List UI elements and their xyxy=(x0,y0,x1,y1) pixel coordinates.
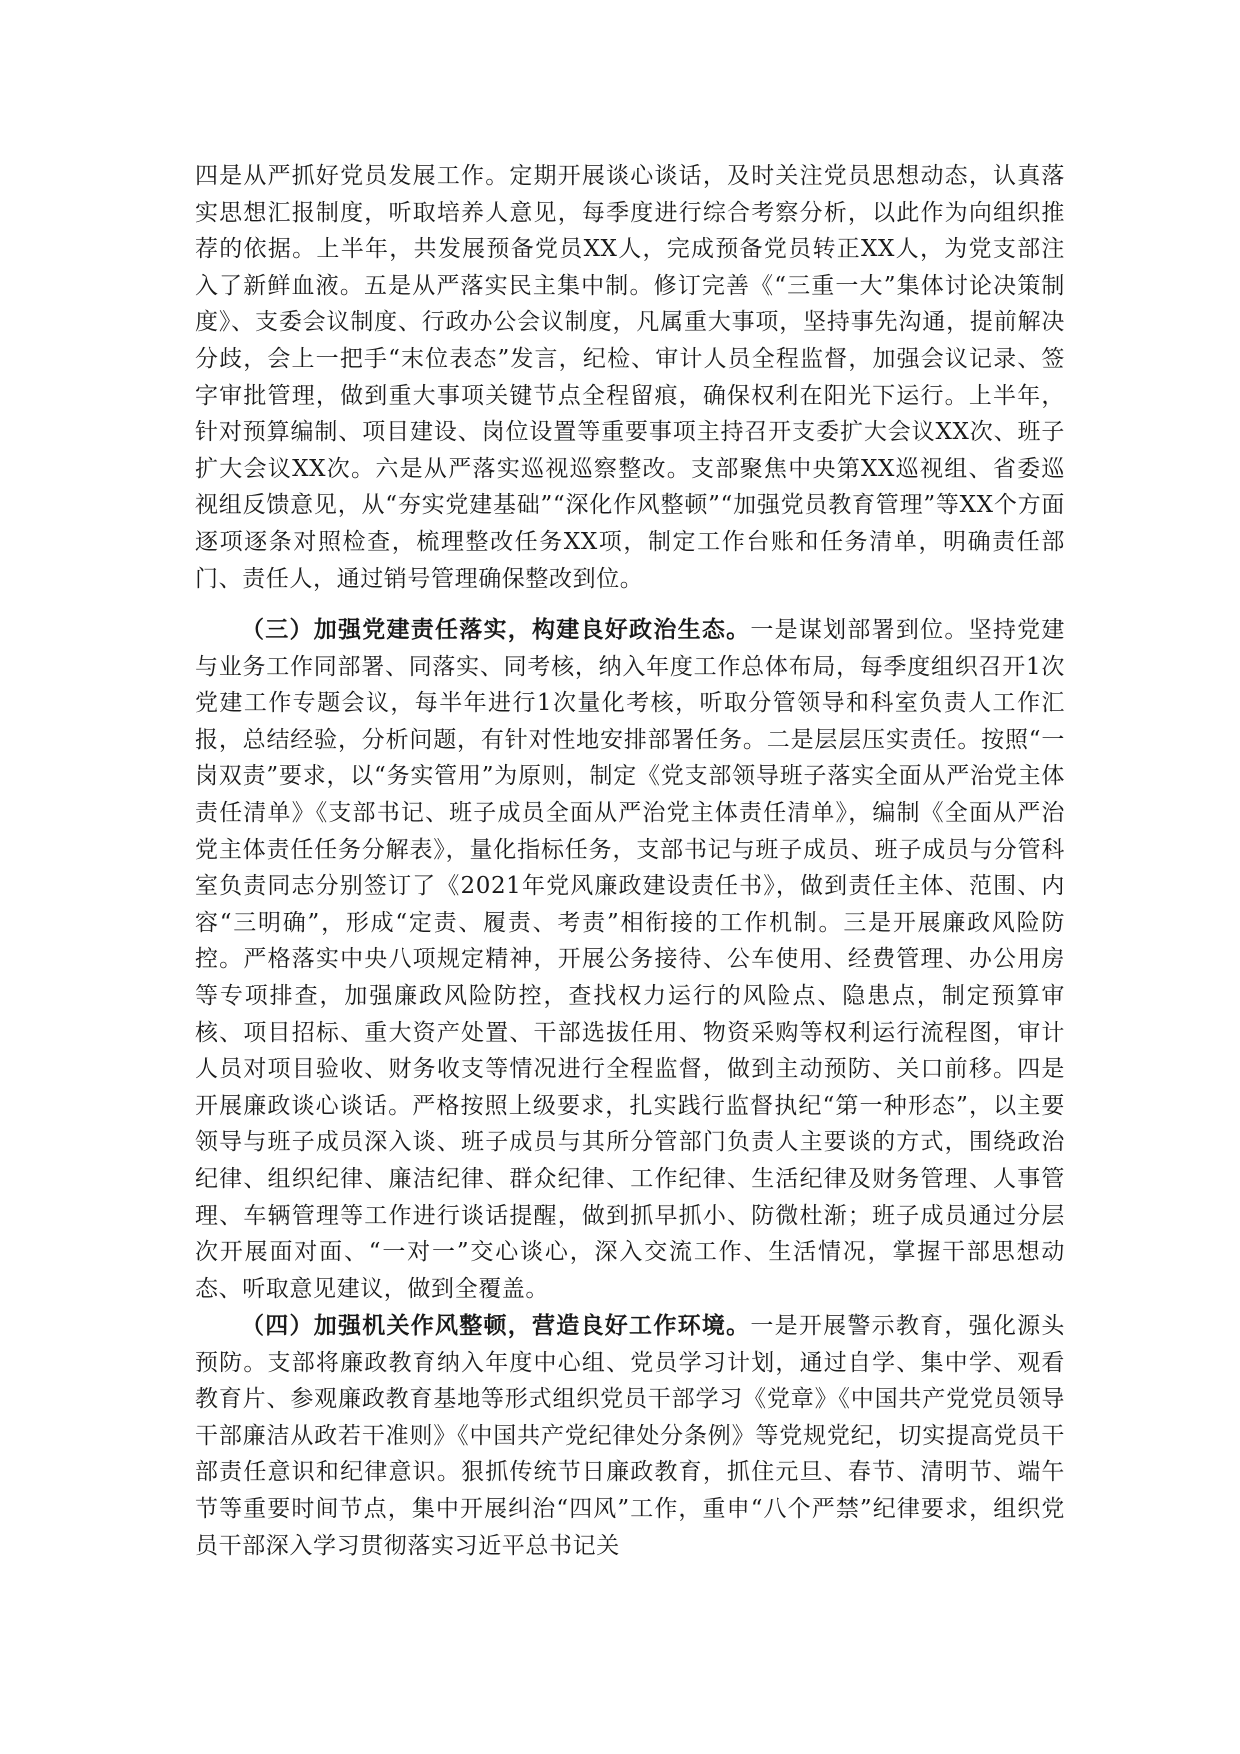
paragraph-work-style xyxy=(195,1308,1065,1564)
paragraph-party-member-development xyxy=(195,158,1065,597)
paragraph-text: 四是从严抓好党员发展工作。定期开展谈心谈话，及时关注党员思想动态，认真落实思想汇报制度，听取培养人意见，每季度进行综合考察分析，以此作为向组织推荐的依据。上半年，共发展预备党员XX人，完成预备党员转正XX人，为党支部注入了新鲜血液。五是从严落实民主集中制。修订完善《“三重一大”集体讨论决策制度》、支委会议制度、行政办公会议制度，凡属重大事项，坚持事先沟通，提前解决分歧，会上一把手“末位表态”发言，纪检、审计人员全程监督，加强会议记录、签字审批管理，做到重大事项关键节点全程留痕，确保权利在阳光下运行。上半年，针对预算编制、项目建设、岗位设置等重要事项主持召开支委扩大会议XX次、班子扩大会议XX次。六是从严落实巡视巡察整改。支部聚焦中央第XX巡视组、省委巡视组反馈意见，从“夯实党建基础”“深化作风整顿”“加强党员教育管理”等XX个方面逐项逐条对照检查，梳理整改任务XX项，制定工作台账和任务清单，明确责任部门、责任人，通过销号管理确保整改到位。 xyxy=(195,163,1065,592)
paragraph-party-responsibility xyxy=(195,612,1065,1307)
paragraph-text: 一是谋划部署到位。坚持党建与业务工作同部署、同落实、同考核，纳入年度工作总体布局，每季度组织召开1次党建工作专题会议，每半年进行1次量化考核，听取分管领导和科室负责人工作汇报，总结经验，分析问题，有针对性地安排部署任务。二是层层压实责任。按照“一岗双责”要求，以“务实管用”为原则，制定《党支部领导班子落实全面从严治党主体责任清单》《支部书记、班子成员全面从严治党主体责任清单》，编制《全面从严治党主体责任任务分解表》，量化指标任务，支部书记与班子成员、班子成员与分管科室负责同志分别签订了《2021年党风廉政建设责任书》，做到责任主体、范围、内容“三明确”，形成“定责、履责、考责”相衔接的工作机制。三是开展廉政风险防控。严格落实中央八项规定精神，开展公务接待、公车使用、经费管理、办公用房等专项排查，加强廉政风险防控，查找权力运行的风险点、隐患点，制定预算审核、项目招标、重大资产处置、干部选拔任用、物资采购等权利运行流程图，审计人员对项目验收、财务收支等情况进行全程监督，做到主动预防、关口前移。四是开展廉政谈心谈话。严格按照上级要求，扎实践行监督执纪“第一种形态”，以主要领导与班子成员深入谈、班子成员与其所分管部门负责人主要谈的方式，围绕政治纪律、组织纪律、廉洁纪律、群众纪律、工作纪律、生活纪律及财务管理、人事管理、车辆管理等工作进行谈话提醒，做到抓早抓小、防微杜渐；班子成员通过分层次开展面对面、“一对一”交心谈心，深入交流工作、生活情况，掌握干部思想动态、听取意见建议，做到全覆盖。 xyxy=(195,617,1065,1302)
paragraph-text: 一是开展警示教育，强化源头预防。支部将廉政教育纳入年度中心组、党员学习计划，通过自学、集中学、观看教育片、参观廉政教育基地等形式组织党员干部学习《党章》《中国共产党党员领导干部廉洁从政若干准则》《中国共产党纪律处分条例》等党规党纪，切实提高党员干部责任意识和纪律意识。狠抓传统节日廉政教育，抓住元旦、春节、清明节、端午节等重要时间节点，集中开展纠治“四风”工作，重申“八个严禁”纪律要求，组织党员干部深入学习贯彻落实习近平总书记关 xyxy=(195,1313,1065,1559)
section-heading-4: （四）加强机关作风整顿，营造良好工作环境。 xyxy=(241,1312,751,1339)
section-heading-3: （三）加强党建责任落实，构建良好政治生态。 xyxy=(241,616,751,643)
